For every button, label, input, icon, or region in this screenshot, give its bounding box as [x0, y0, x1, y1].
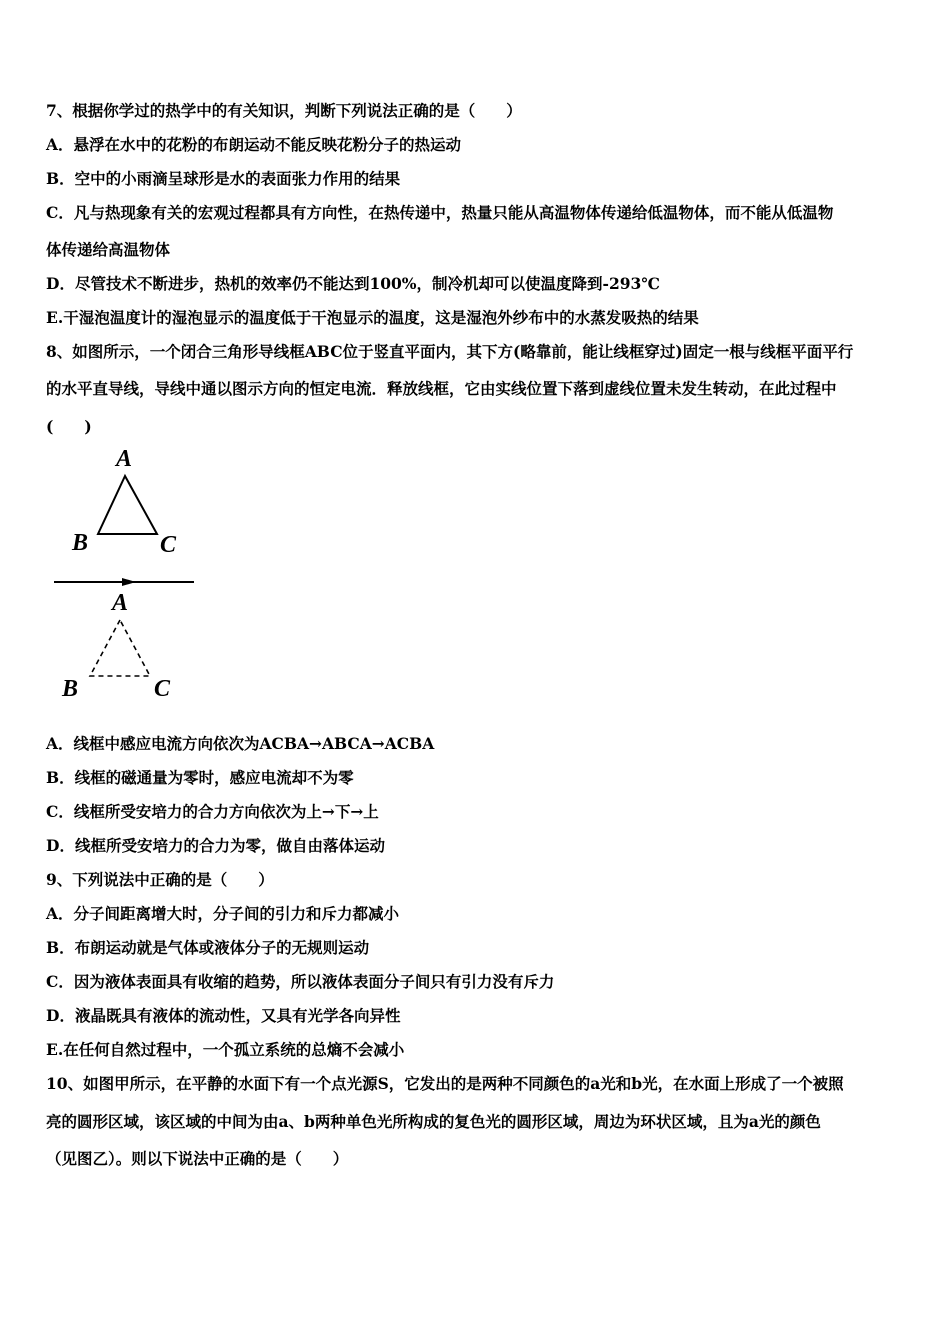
- q8-option-a: A．线框中感应电流方向依次为ACBA→ABCA→ACBA: [46, 734, 435, 753]
- top-label-b: B: [72, 530, 89, 556]
- q7-option-c-line2: 体传递给高温物体: [46, 240, 171, 259]
- q7-stem: 7、根据你学过的热学中的有关知识，判断下列说法正确的是（ ）: [46, 101, 522, 120]
- q10-stem-line3: （见图乙）。则以下说法中正确的是（ ）: [46, 1149, 349, 1168]
- bottom-label-c: C: [154, 676, 171, 702]
- q8-stem-line1: 8、如图所示，一个闭合三角形导线框ABC位于竖直平面内，其下方(略靠前，能让线框穿过)固定一根与线框平面平行: [46, 342, 854, 361]
- q9-option-d: D．液晶既具有液体的流动性，又具有光学各向异性: [46, 1006, 401, 1025]
- q7-option-d: D．尽管技术不断进步，热机的效率仍不能达到100%，制冷机却可以使温度降到-293℃: [46, 274, 660, 293]
- q8-figure: [50, 442, 210, 704]
- q8-option-d: D．线框所受安培力的合力为零，做自由落体运动: [46, 836, 385, 855]
- q9-option-b: B．布朗运动就是气体或液体分子的无规则运动: [46, 938, 370, 957]
- q7-option-a: A．悬浮在水中的花粉的布朗运动不能反映花粉分子的热运动: [46, 135, 462, 154]
- q7-option-c-line1: C．凡与热现象有关的宏观过程都具有方向性，在热传递中，热量只能从高温物体传递给低温物体，而不能从低温物: [46, 203, 834, 222]
- q7-option-e: E.干湿泡温度计的湿泡显示的温度低于干泡显示的温度，这是湿泡外纱布中的水蒸发吸热的结果: [46, 308, 699, 327]
- q8-option-b: B．线框的磁通量为零时，感应电流却不为零: [46, 768, 354, 787]
- bottom-label-a: A: [112, 590, 129, 616]
- dashed-triangle: [90, 620, 150, 676]
- q7-option-b: B．空中的小雨滴呈球形是水的表面张力作用的结果: [46, 169, 401, 188]
- bottom-label-b: B: [62, 676, 79, 702]
- top-label-c: C: [160, 532, 177, 558]
- q8-stem-line2: 的水平直导线，导线中通以图示方向的恒定电流．释放线框，它由实线位置下落到虚线位置未发生转动，在此过程中: [46, 379, 837, 398]
- q8-stem-line3: ( ): [46, 417, 92, 436]
- solid-triangle: [98, 476, 157, 534]
- q10-stem-line2: 亮的圆形区域，该区域的中间为由a、b两种单色光所构成的复色光的圆形区域，周边为环状区域，且为a光的颜色: [46, 1112, 821, 1131]
- q9-stem: 9、下列说法中正确的是（ ）: [46, 870, 274, 889]
- q8-option-c: C．线框所受安培力的合力方向依次为上→下→上: [46, 802, 379, 821]
- q9-option-e: E.在任何自然过程中，一个孤立系统的总熵不会减小: [46, 1040, 405, 1059]
- q9-option-c: C．因为液体表面具有收缩的趋势，所以液体表面分子间只有引力没有斥力: [46, 972, 555, 991]
- q10-stem-line1: 10、如图甲所示，在平静的水面下有一个点光源S，它发出的是两种不同颜色的a光和b光，在水面上形成了一个被照: [46, 1074, 844, 1093]
- q9-option-a: A．分子间距离增大时，分子间的引力和斥力都减小: [46, 904, 400, 923]
- top-label-a: A: [116, 446, 133, 472]
- current-arrow: [122, 578, 136, 586]
